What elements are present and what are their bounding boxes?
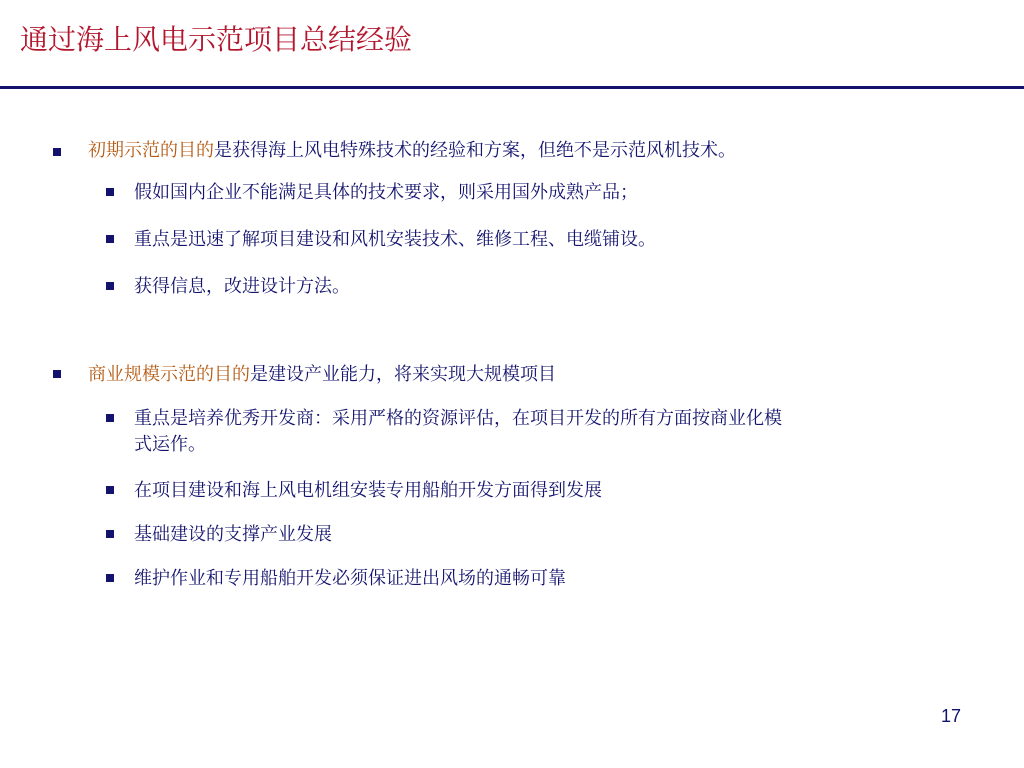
level1-bullet bbox=[53, 370, 61, 378]
level2-bullet bbox=[106, 235, 114, 243]
section-2-emphasis: 商业规模示范的目的 bbox=[88, 364, 250, 385]
page-number: 17 bbox=[940, 706, 961, 726]
level2-bullet bbox=[106, 414, 114, 422]
section-2-item-3: 基础建设的支撑产业发展 bbox=[134, 524, 332, 545]
level2-bullet bbox=[106, 188, 114, 196]
section-2-item-2: 在项目建设和海上风电机组安装专用船舶开发方面得到发展 bbox=[134, 480, 602, 501]
level2-bullet bbox=[106, 574, 114, 582]
section-1-item-1: 假如国内企业不能满足具体的技术要求，则采用国外成熟产品； bbox=[134, 182, 638, 203]
slide-title: 通过海上风电示范项目总结经验 bbox=[20, 23, 413, 56]
level2-bullet bbox=[106, 530, 114, 538]
section-1-text: 是获得海上风电特殊技术的经验和方案，但绝不是示范风机技术。 bbox=[214, 140, 736, 161]
level2-bullet bbox=[106, 486, 114, 494]
section-1-lead bbox=[88, 138, 736, 164]
section-1-item-2: 重点是迅速了解项目建设和风机安装技术、维修工程、电缆铺设。 bbox=[134, 229, 656, 250]
section-1-emphasis: 初期示范的目的 bbox=[88, 140, 214, 161]
section-2-lead bbox=[88, 362, 556, 388]
section-2-item-1-line2: 式运作。 bbox=[134, 434, 206, 455]
section-1-item-3: 获得信息，改进设计方法。 bbox=[134, 276, 350, 297]
level1-bullet bbox=[53, 148, 61, 156]
section-2-item-1-line1: 重点是培养优秀开发商：采用严格的资源评估，在项目开发的所有方面按商业化模 bbox=[134, 408, 782, 429]
level2-bullet bbox=[106, 282, 114, 290]
title-divider bbox=[0, 86, 1024, 89]
section-2-item-4: 维护作业和专用船舶开发必须保证进出风场的通畅可靠 bbox=[134, 568, 566, 589]
section-2-text: 是建设产业能力，将来实现大规模项目 bbox=[250, 364, 556, 385]
